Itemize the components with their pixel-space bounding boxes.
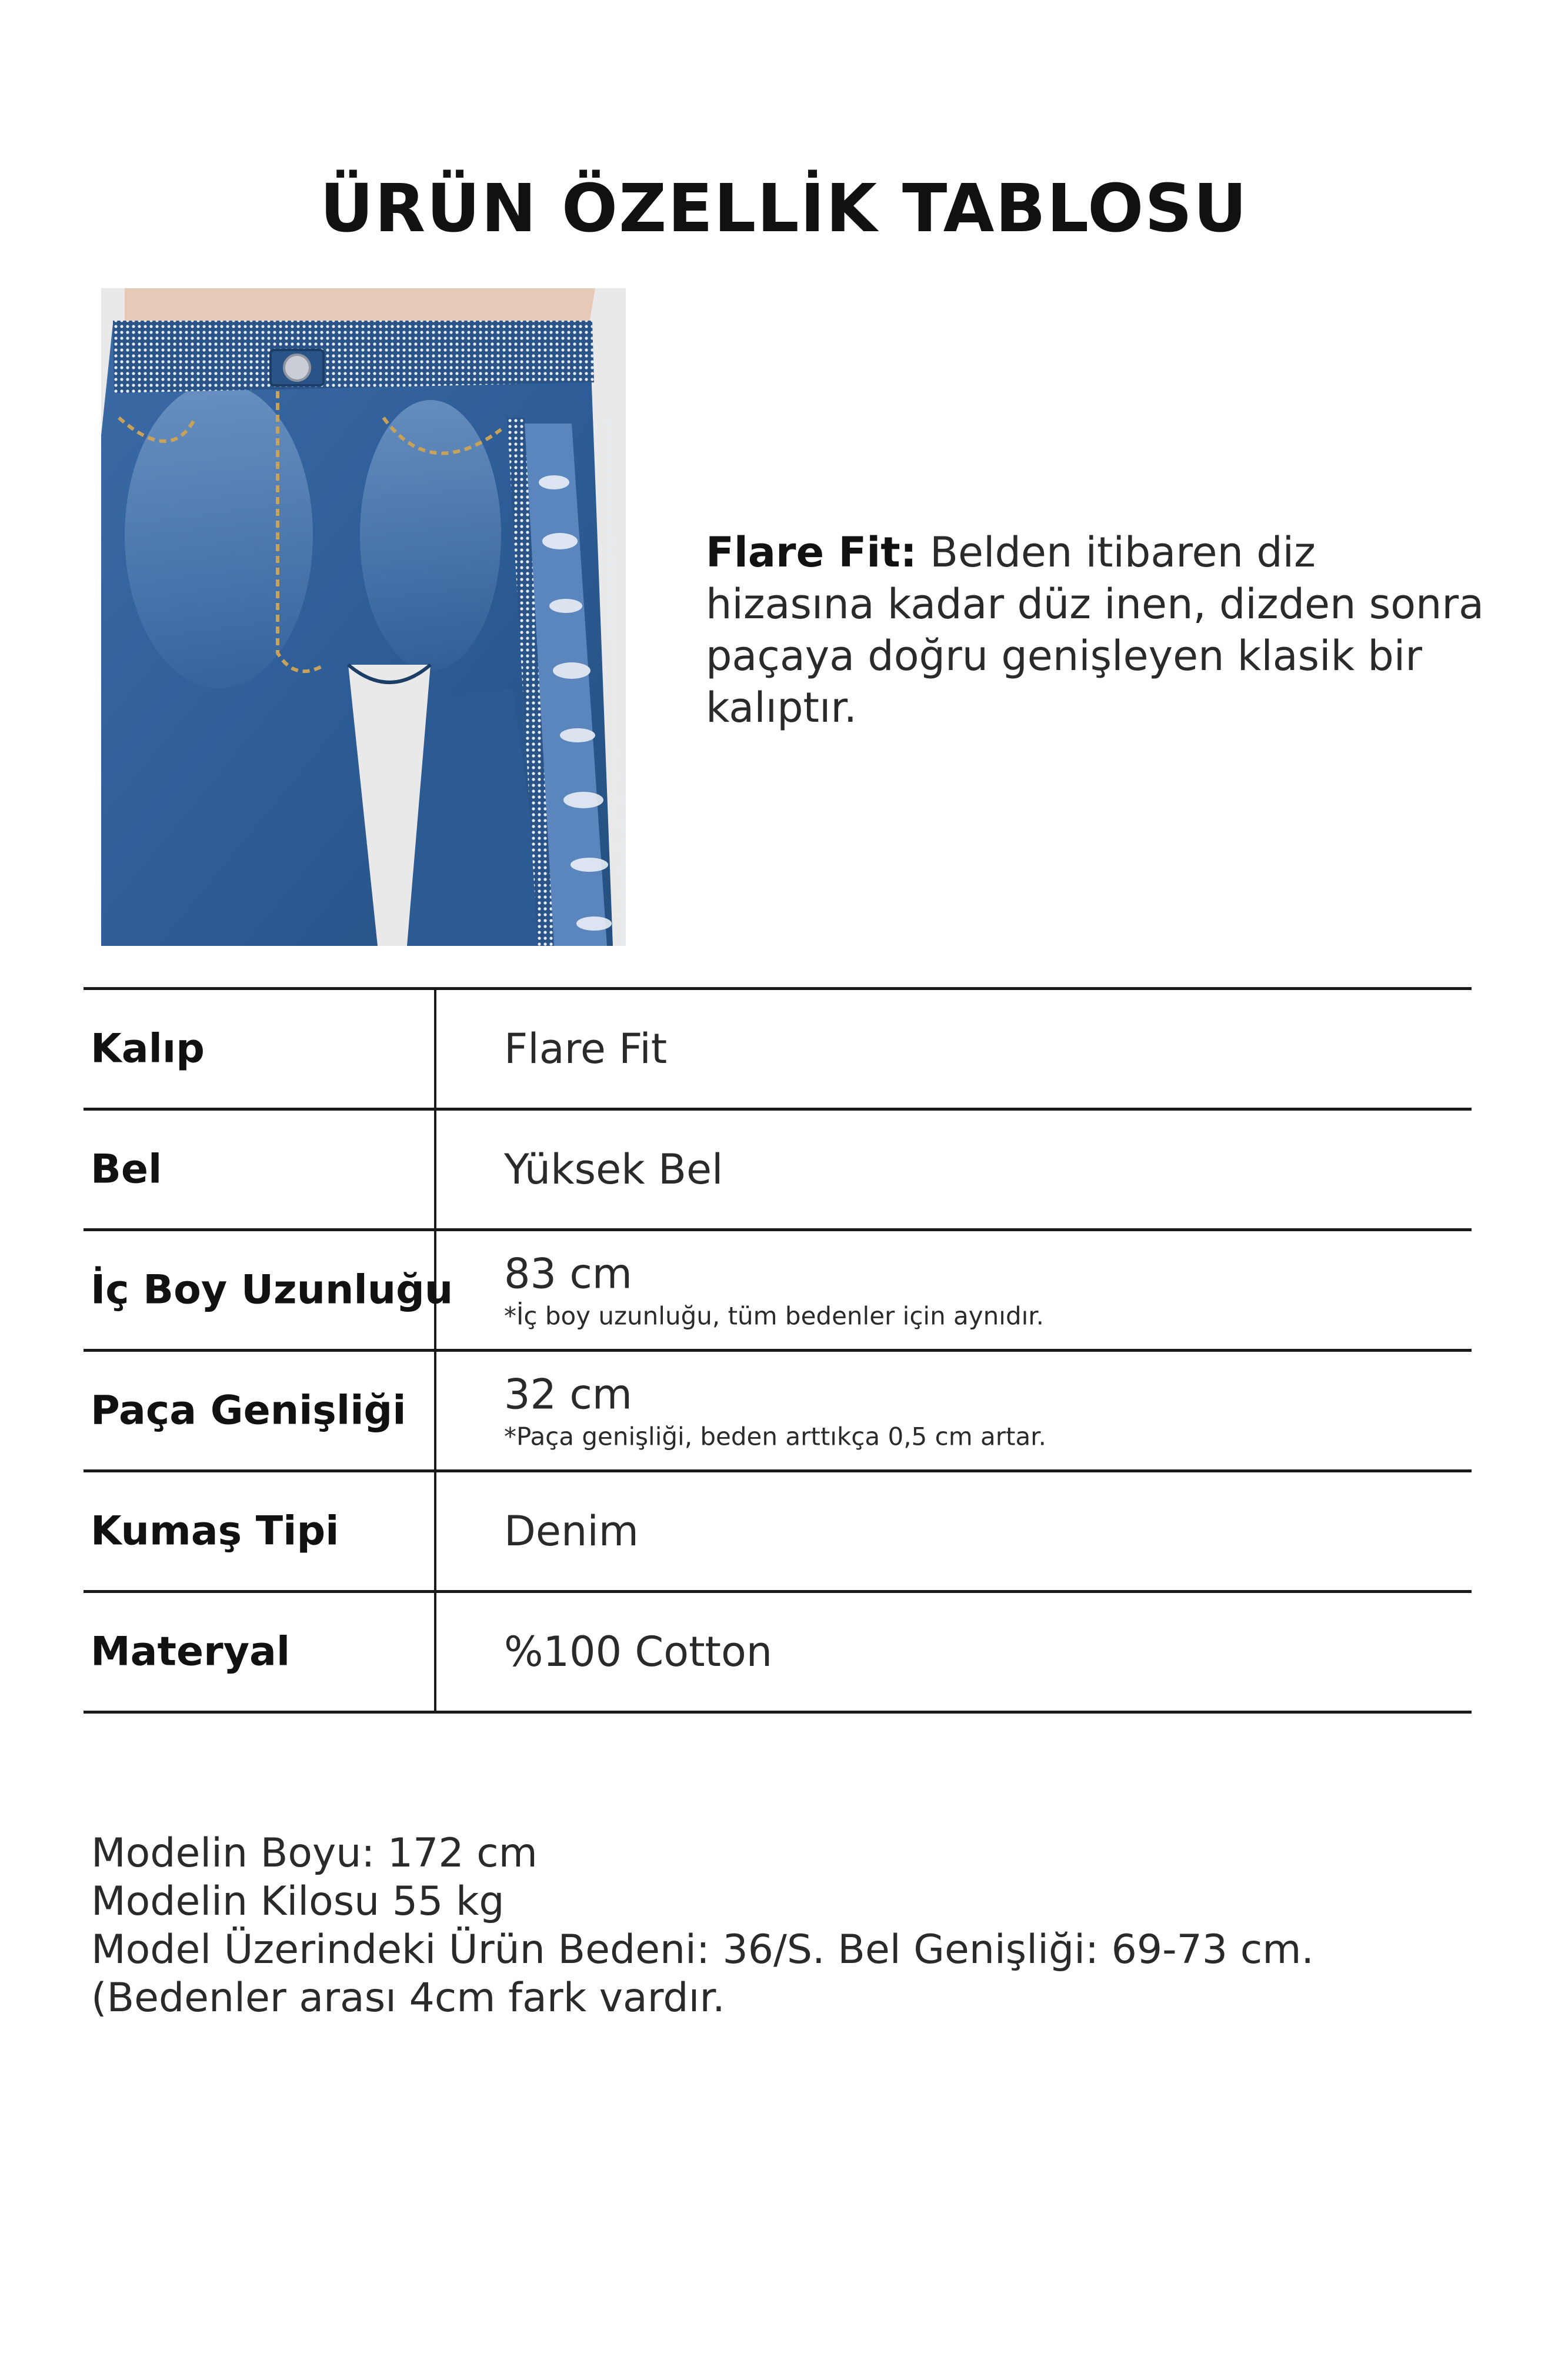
- spec-value-main: Denim: [504, 1507, 639, 1555]
- spec-value-main: %100 Cotton: [504, 1628, 773, 1676]
- spec-value-main: 32 cm: [504, 1370, 632, 1419]
- spec-value-main: Yüksek Bel: [504, 1145, 723, 1194]
- model-size: Model Üzerindeki Ürün Bedeni: 36/S. Bel Genişliği: 69-73 cm. (Bedenler arası 4cm fark vardır.: [91, 1927, 1315, 2021]
- spec-value-main: 83 cm: [504, 1249, 632, 1298]
- column-divider: [434, 1352, 436, 1469]
- spec-row-kalip: [84, 987, 1472, 1108]
- fit-description-text: Belden itibaren diz hizasına kadar düz inen, dizden sonra paçaya doğru genişleyen klasik bir kalıptır.: [706, 528, 1484, 732]
- spec-row-kumas: [84, 1469, 1472, 1590]
- spec-value: [504, 1507, 639, 1555]
- spec-label: Kumaş Tipi: [91, 1508, 339, 1555]
- spec-value-main: Flare Fit: [504, 1025, 668, 1073]
- spec-row-paca: [84, 1349, 1472, 1469]
- model-info: [91, 1829, 1479, 2022]
- page-title: ÜRÜN ÖZELLİK TABLOSU: [320, 171, 1248, 247]
- column-divider: [434, 990, 436, 1108]
- spec-table: [84, 987, 1472, 1714]
- spec-value-note: *İç boy uzunluğu, tüm bedenler için aynıdır.: [504, 1301, 1045, 1331]
- spec-label: Paça Genişliği: [91, 1387, 406, 1434]
- spec-label: İç Boy Uzunluğu: [91, 1267, 453, 1314]
- spec-value: [504, 1628, 772, 1676]
- jeans-illustration: [101, 288, 626, 946]
- fit-description: [706, 526, 1494, 734]
- spec-value: [504, 1250, 1044, 1331]
- spec-row-bel: [84, 1108, 1472, 1228]
- fit-description-lead: Flare Fit:: [706, 528, 917, 576]
- model-weight: Modelin Kilosu 55 kg: [91, 1878, 505, 1925]
- spec-row-ic-boy: [84, 1228, 1472, 1349]
- spec-value: [504, 1371, 1046, 1451]
- column-divider: [434, 1472, 436, 1590]
- spec-label: Materyal: [91, 1628, 291, 1675]
- product-image: [101, 288, 626, 946]
- spec-label: Bel: [91, 1146, 162, 1193]
- spec-value-note: *Paça genişliği, beden arttıkça 0,5 cm artar.: [504, 1422, 1046, 1451]
- spec-value: [504, 1145, 723, 1194]
- column-divider: [434, 1593, 436, 1711]
- spec-row-materyal: [84, 1590, 1472, 1714]
- spec-value: [504, 1025, 667, 1073]
- column-divider: [434, 1111, 436, 1228]
- model-height: Modelin Boyu: 172 cm: [91, 1830, 538, 1877]
- spec-label: Kalıp: [91, 1025, 205, 1072]
